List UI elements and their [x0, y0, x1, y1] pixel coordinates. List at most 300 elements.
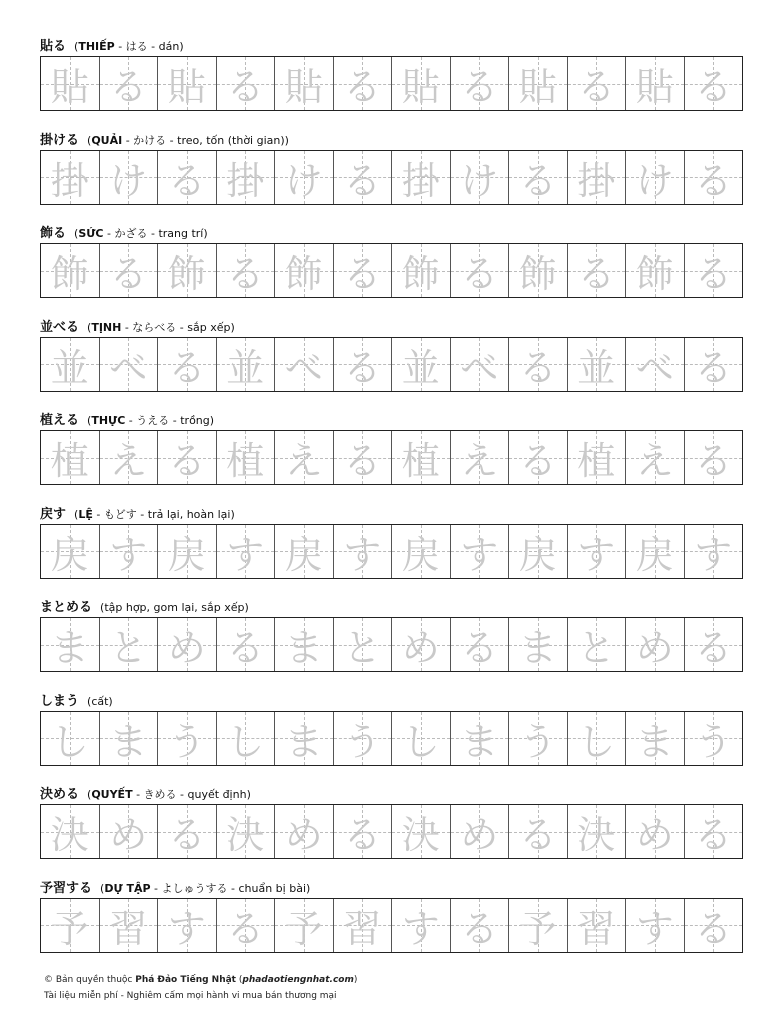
practice-cell[interactable] [217, 57, 276, 110]
gloss-separator: - [121, 320, 133, 334]
practice-cell[interactable] [568, 244, 627, 297]
trace-character: め [635, 626, 674, 670]
trace-character: 掛 [226, 158, 265, 203]
han-viet-reading: THIẾP [78, 40, 115, 53]
practice-cell[interactable] [334, 431, 393, 484]
practice-cell[interactable] [100, 899, 159, 952]
practice-cell[interactable] [451, 899, 510, 952]
practice-cell[interactable] [685, 899, 743, 952]
trace-character: と [109, 626, 148, 670]
writing-grid [40, 337, 743, 392]
practice-cell[interactable] [626, 431, 685, 484]
trace-character: う [694, 719, 733, 764]
trace-character: べ [460, 345, 499, 390]
trace-character: ま [635, 719, 674, 764]
vocab-gloss [74, 40, 184, 53]
trace-character: る [167, 439, 206, 483]
gloss-paren-close: ) [179, 40, 184, 53]
practice-cell[interactable] [334, 618, 393, 671]
trace-character: 掛 [401, 158, 440, 203]
trace-character: す [401, 906, 440, 951]
gloss-separator: - [103, 227, 115, 240]
trace-character: べ [109, 345, 148, 390]
trace-character: め [167, 626, 206, 670]
practice-cell[interactable] [158, 338, 217, 391]
practice-cell[interactable] [626, 57, 685, 110]
gloss-paren-open: ( [100, 881, 105, 895]
trace-character: す [109, 532, 148, 577]
practice-cell[interactable] [158, 899, 217, 952]
vocab-word: 貼る [40, 39, 67, 54]
trace-character: る [167, 813, 206, 857]
trace-character: す [226, 532, 265, 577]
vocab-word: 戻す [40, 506, 67, 522]
practice-cell[interactable] [158, 618, 217, 671]
trace-character: る [109, 252, 148, 296]
gloss-separator: - [125, 414, 137, 427]
trace-character: う [167, 719, 206, 764]
gloss-separator: - [169, 414, 181, 427]
trace-character: ま [50, 626, 89, 670]
gloss-paren-close: ) [230, 320, 235, 334]
practice-cell[interactable] [568, 338, 627, 391]
practice-cell[interactable] [334, 338, 393, 391]
practice-entry [40, 131, 744, 203]
practice-cell[interactable] [100, 618, 159, 671]
practice-cell[interactable] [275, 805, 334, 858]
practice-cell[interactable] [392, 338, 451, 391]
practice-cell[interactable] [334, 525, 393, 578]
trace-character: け [109, 158, 148, 203]
practice-cell[interactable] [41, 244, 100, 297]
kana-reading: かける [133, 133, 167, 147]
gloss-paren-close: ) [306, 881, 311, 895]
vocab-gloss [74, 508, 235, 521]
practice-cell[interactable] [158, 244, 217, 297]
practice-cell[interactable] [451, 712, 510, 765]
practice-cell[interactable] [509, 525, 568, 578]
practice-cell[interactable] [392, 431, 451, 484]
writing-grid [40, 898, 743, 953]
gloss-paren-close: ) [284, 133, 289, 147]
practice-entry [40, 411, 744, 483]
gloss-paren-close: ) [230, 507, 235, 521]
practice-cell[interactable] [626, 525, 685, 578]
entry-header [40, 505, 744, 525]
practice-cell[interactable] [685, 338, 743, 391]
kana-reading: かざる [114, 227, 148, 240]
gloss-separator: - [150, 881, 162, 895]
entry-header [40, 785, 744, 805]
vocab-gloss [74, 227, 208, 240]
trace-character: る [518, 158, 557, 203]
trace-character: る [109, 65, 148, 109]
practice-cell[interactable] [568, 151, 627, 204]
practice-cell[interactable] [509, 244, 568, 297]
trace-character: 並 [577, 345, 616, 390]
practice-cell[interactable] [275, 338, 334, 391]
practice-cell[interactable] [626, 899, 685, 952]
trace-character: る [167, 345, 206, 390]
practice-cell[interactable] [451, 57, 510, 110]
practice-cell[interactable] [568, 805, 627, 858]
trace-character: し [401, 719, 440, 764]
practice-cell[interactable] [568, 618, 627, 671]
practice-cell[interactable] [100, 431, 159, 484]
trace-character: う [518, 719, 557, 764]
practice-cell[interactable] [41, 899, 100, 952]
practice-cell[interactable] [685, 712, 743, 765]
vietnamese-meaning: treo, tốn (thời gian) [177, 133, 285, 147]
practice-cell[interactable] [217, 431, 276, 484]
practice-cell[interactable] [334, 151, 393, 204]
practice-cell[interactable] [568, 57, 627, 110]
trace-character: ま [284, 626, 323, 670]
vietnamese-meaning: trả lại, hoàn lại [147, 507, 231, 521]
practice-cell[interactable] [158, 431, 217, 484]
practice-cell[interactable] [509, 431, 568, 484]
practice-cell[interactable] [217, 244, 276, 297]
practice-cell[interactable] [509, 899, 568, 952]
trace-character: め [109, 813, 148, 857]
vocab-gloss [87, 134, 289, 147]
vocab-word: 植える [40, 413, 80, 428]
han-viet-reading: SỨC [78, 227, 104, 240]
trace-character: る [460, 65, 499, 109]
practice-cell[interactable] [41, 805, 100, 858]
trace-character: す [460, 532, 499, 577]
trace-character: え [460, 439, 499, 483]
practice-cell[interactable] [451, 244, 510, 297]
trace-character: 戻 [635, 532, 674, 577]
practice-cell[interactable] [626, 805, 685, 858]
practice-cell[interactable] [392, 805, 451, 858]
practice-cell[interactable] [451, 431, 510, 484]
gloss-separator: - [92, 507, 104, 521]
practice-cell[interactable] [685, 244, 743, 297]
trace-character: る [694, 813, 733, 857]
trace-character: 貼 [401, 65, 440, 109]
practice-cell[interactable] [41, 431, 100, 484]
practice-cell[interactable] [626, 244, 685, 297]
gloss-paren-close: ) [108, 694, 113, 708]
trace-character: ま [284, 719, 323, 764]
practice-cell[interactable] [275, 57, 334, 110]
practice-cell[interactable] [685, 618, 743, 671]
trace-character: る [343, 345, 382, 390]
practice-cell[interactable] [41, 618, 100, 671]
entry-header [40, 131, 744, 151]
practice-cell[interactable] [451, 618, 510, 671]
practice-cell[interactable] [685, 151, 743, 204]
trace-character: け [284, 158, 323, 203]
practice-cell[interactable] [100, 338, 159, 391]
practice-cell[interactable] [509, 57, 568, 110]
practice-cell[interactable] [451, 151, 510, 204]
practice-cell[interactable] [392, 618, 451, 671]
trace-character: る [226, 626, 265, 670]
practice-entry [40, 879, 744, 951]
practice-entry [40, 37, 744, 109]
practice-cell[interactable] [217, 525, 276, 578]
practice-cell[interactable] [509, 712, 568, 765]
practice-cell[interactable] [100, 151, 159, 204]
trace-character: 戻 [401, 532, 440, 577]
vietnamese-meaning: sắp xếp [187, 320, 231, 334]
trace-character: ま [109, 719, 148, 764]
vietnamese-meaning: chuẩn bị bài [238, 881, 306, 895]
practice-cell[interactable] [100, 525, 159, 578]
practice-cell[interactable] [626, 712, 685, 765]
entry-header [40, 318, 744, 338]
vocab-gloss [87, 414, 214, 427]
practice-cell[interactable] [685, 57, 743, 110]
practice-cell[interactable] [685, 431, 743, 484]
trace-character: 決 [401, 813, 440, 857]
practice-cell[interactable] [41, 57, 100, 110]
practice-cell[interactable] [568, 899, 627, 952]
gloss-paren-close: ) [246, 788, 251, 801]
practice-entry [40, 224, 744, 296]
trace-character: け [635, 158, 674, 203]
trace-character: 決 [50, 813, 89, 857]
entry-header [40, 879, 744, 899]
copyright-prefix: © Bản quyền thuộc [44, 975, 136, 985]
trace-character: す [577, 532, 616, 577]
trace-character: 植 [577, 439, 616, 483]
practice-cell[interactable] [217, 151, 276, 204]
vocab-word: 決める [40, 787, 80, 802]
trace-character: る [518, 345, 557, 390]
brand-name: Phá Đảo Tiếng Nhật [135, 975, 236, 985]
trace-character: め [460, 813, 499, 857]
practice-cell[interactable] [392, 57, 451, 110]
trace-character: ま [518, 626, 557, 670]
trace-character: 予 [50, 906, 89, 951]
gloss-separator: - [147, 227, 159, 240]
practice-cell[interactable] [626, 151, 685, 204]
han-viet-reading: TỊNH [91, 320, 122, 334]
entry-header [40, 37, 744, 57]
practice-cell[interactable] [451, 805, 510, 858]
trace-character: る [226, 65, 265, 109]
trace-character: と [343, 626, 382, 670]
entry-header [40, 598, 744, 618]
practice-cell[interactable] [217, 712, 276, 765]
trace-character: 植 [50, 439, 89, 483]
practice-cell[interactable] [158, 805, 217, 858]
gloss-separator: - [227, 881, 239, 895]
trace-character: 並 [401, 345, 440, 390]
trace-character: る [343, 813, 382, 857]
practice-entry [40, 318, 744, 390]
vocab-word: まとめる [40, 600, 93, 615]
trace-character: る [343, 65, 382, 109]
practice-cell[interactable] [334, 899, 393, 952]
practice-cell[interactable] [217, 338, 276, 391]
practice-cell[interactable] [685, 805, 743, 858]
gloss-separator: - [166, 133, 178, 147]
practice-cell[interactable] [41, 712, 100, 765]
trace-character: 戻 [518, 532, 557, 577]
practice-cell[interactable] [509, 338, 568, 391]
practice-cell[interactable] [158, 57, 217, 110]
practice-cell[interactable] [451, 525, 510, 578]
practice-cell[interactable] [100, 805, 159, 858]
trace-character: し [50, 719, 89, 764]
gloss-paren-open: ( [87, 414, 92, 427]
trace-character: ま [460, 719, 499, 764]
vietnamese-meaning: tập hợp, gom lại, sắp xếp [104, 601, 245, 614]
practice-cell[interactable] [685, 525, 743, 578]
gloss-separator: - [132, 788, 144, 801]
gloss-separator: - [176, 788, 188, 801]
practice-cell[interactable] [275, 151, 334, 204]
trace-character: 貼 [518, 65, 557, 109]
trace-character: る [460, 626, 499, 670]
trace-character: け [460, 158, 499, 203]
trace-character: る [343, 158, 382, 203]
trace-character: す [343, 532, 382, 577]
han-viet-reading: QUYẾT [91, 788, 133, 801]
trace-character: 習 [343, 906, 382, 951]
writing-grid [40, 804, 743, 859]
practice-cell[interactable] [626, 618, 685, 671]
vocab-word: しまう [40, 693, 80, 709]
trace-character: る [577, 252, 616, 296]
practice-cell[interactable] [275, 431, 334, 484]
practice-cell[interactable] [275, 899, 334, 952]
practice-cell[interactable] [392, 712, 451, 765]
vietnamese-meaning: trồng [180, 414, 210, 427]
practice-cell[interactable] [392, 151, 451, 204]
gloss-separator: - [122, 133, 134, 147]
trace-character: る [694, 626, 733, 670]
practice-cell[interactable] [275, 525, 334, 578]
trace-character: 戻 [50, 532, 89, 577]
practice-cell[interactable] [41, 151, 100, 204]
practice-entry [40, 785, 744, 857]
trace-character: 飾 [518, 252, 557, 296]
vocab-word: 飾る [40, 226, 67, 241]
kana-reading: うえる [136, 414, 170, 427]
writing-grid [40, 243, 743, 298]
trace-character: 習 [577, 906, 616, 951]
footer [44, 972, 357, 1004]
trace-character: る [694, 65, 733, 109]
writing-grid [40, 56, 743, 111]
practice-cell[interactable] [334, 244, 393, 297]
practice-cell[interactable] [568, 431, 627, 484]
practice-cell[interactable] [392, 899, 451, 952]
practice-cell[interactable] [334, 712, 393, 765]
trace-character: 飾 [401, 252, 440, 296]
trace-character: え [109, 439, 148, 483]
practice-cell[interactable] [334, 805, 393, 858]
practice-cell[interactable] [217, 618, 276, 671]
practice-cell[interactable] [509, 151, 568, 204]
gloss-paren-close: ) [203, 227, 208, 240]
trace-character: べ [635, 345, 674, 390]
trace-character: 予 [518, 906, 557, 951]
practice-cell[interactable] [334, 57, 393, 110]
trace-character: る [226, 906, 265, 951]
practice-cell[interactable] [41, 525, 100, 578]
writing-grid [40, 430, 743, 485]
trace-character: る [460, 252, 499, 296]
practice-cell[interactable] [568, 525, 627, 578]
practice-cell[interactable] [275, 244, 334, 297]
vietnamese-meaning: trang trí [158, 227, 204, 240]
practice-cell[interactable] [100, 244, 159, 297]
practice-cell[interactable] [158, 525, 217, 578]
gloss-paren-open: ( [87, 133, 92, 147]
trace-character: る [518, 813, 557, 857]
practice-cell[interactable] [275, 618, 334, 671]
trace-character: う [343, 719, 382, 764]
gloss-separator: - [176, 320, 188, 334]
trace-character: る [343, 439, 382, 483]
practice-cell[interactable] [100, 712, 159, 765]
vocab-word: 掛ける [40, 132, 80, 148]
practice-cell[interactable] [41, 338, 100, 391]
notice-line: Tài liệu miễn phí - Nghiêm cấm mọi hành vi mua bán thương mại [44, 991, 337, 1001]
gloss-paren-open: ( [74, 507, 79, 521]
practice-cell[interactable] [158, 712, 217, 765]
site-link: phadaotiengnhat.com [242, 975, 354, 985]
entry-header [40, 411, 744, 431]
practice-cell[interactable] [158, 151, 217, 204]
han-viet-reading: QUẢI [91, 133, 123, 147]
vietnamese-meaning: cất [91, 694, 109, 708]
trace-character: と [577, 626, 616, 670]
trace-character: 飾 [167, 252, 206, 296]
vocab-word: 予習する [40, 880, 93, 896]
practice-entry [40, 692, 744, 764]
kana-reading: きめる [143, 788, 177, 801]
practice-cell[interactable] [568, 712, 627, 765]
practice-cell[interactable] [275, 712, 334, 765]
paren-close: ) [353, 975, 358, 985]
practice-cell[interactable] [217, 805, 276, 858]
practice-cell[interactable] [392, 244, 451, 297]
trace-character: る [694, 906, 733, 951]
trace-character: め [401, 626, 440, 670]
practice-cell[interactable] [626, 338, 685, 391]
trace-character: 植 [226, 439, 265, 483]
trace-character: え [635, 439, 674, 483]
trace-character: る [518, 439, 557, 483]
trace-character: べ [284, 345, 323, 390]
practice-cell[interactable] [451, 338, 510, 391]
trace-character: 習 [109, 906, 148, 951]
gloss-paren-close: ) [244, 601, 249, 614]
practice-cell[interactable] [392, 525, 451, 578]
gloss-paren-open: ( [87, 694, 92, 708]
practice-cell[interactable] [509, 805, 568, 858]
kana-reading: よしゅうする [161, 881, 228, 895]
trace-character: る [577, 65, 616, 109]
practice-cell[interactable] [509, 618, 568, 671]
trace-character: 戻 [284, 532, 323, 577]
practice-cell[interactable] [217, 899, 276, 952]
trace-character: る [694, 345, 733, 390]
gloss-paren-open: ( [100, 601, 105, 614]
trace-character: 決 [577, 813, 616, 857]
practice-cell[interactable] [100, 57, 159, 110]
trace-character: 貼 [284, 65, 323, 109]
trace-character: 飾 [284, 252, 323, 296]
